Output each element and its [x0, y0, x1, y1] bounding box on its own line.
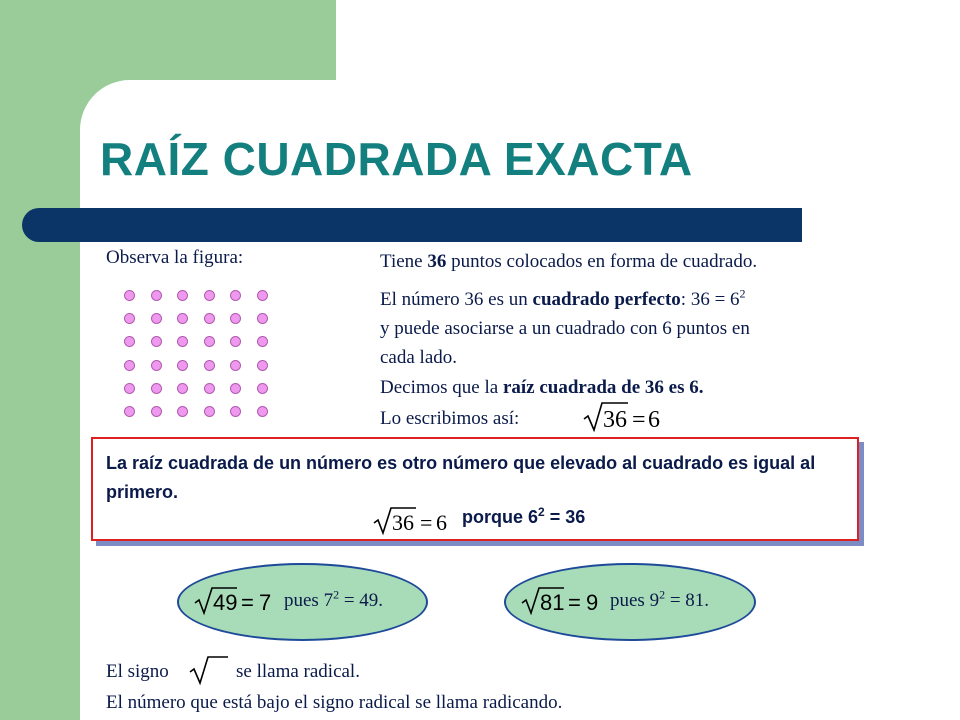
formula-radicand: 36 [603, 407, 627, 433]
paragraph-perfect-square: El número 36 es un cuadrado perfecto: $36 = 6^2$ [380, 286, 746, 310]
definition-text: La raíz cuadrada de un número es otro número que elevado al cuadrado es igual al primero. [106, 453, 816, 502]
grid-dot [124, 290, 135, 301]
grid-dot [177, 360, 188, 371]
definition-formula-sqrt-36 [372, 505, 454, 537]
grid-dot [177, 406, 188, 417]
definition-result: 6 [436, 510, 447, 535]
formula-sqrt-36 [582, 400, 664, 434]
definition-porque: porque $6^2 = 36$ [462, 505, 586, 527]
grid-dot [177, 336, 188, 347]
grid-dot [177, 383, 188, 394]
grid-dot [204, 290, 215, 301]
grid-dot [124, 383, 135, 394]
grid-dot [230, 290, 241, 301]
grid-dot [204, 406, 215, 417]
grid-dot [151, 383, 162, 394]
grid-dot [177, 290, 188, 301]
grid-dot [204, 336, 215, 347]
formula-result: 6 [648, 407, 660, 433]
grid-dot [124, 336, 135, 347]
grid-dot [151, 313, 162, 324]
grid-dot [257, 313, 268, 324]
example-formula-sqrt-81 [520, 585, 606, 617]
example-81-radicand: 81 [540, 590, 565, 615]
formula-equals: = [632, 407, 646, 433]
definition-equals: = [420, 510, 433, 535]
example-81-equals: = [568, 590, 581, 615]
paragraph-square-root-of-36: Decimos que la raíz cuadrada de 36 es 6. [380, 377, 704, 398]
example-49-result: 7 [259, 590, 272, 615]
footer-radicando-text: El número que está bajo el signo radical se llama radicando. [106, 692, 563, 713]
dot-grid-figure [124, 290, 274, 420]
footer-signo-label: El signo [106, 661, 169, 682]
paragraph-associate: y puede asociarse a un cuadrado con 6 puntos en [380, 318, 750, 339]
grid-dot [124, 406, 135, 417]
example-49-radicand: 49 [213, 590, 238, 615]
paragraph-36-points: Tiene 36 puntos colocados en forma de cuadrado. [380, 251, 758, 272]
example-formula-sqrt-49 [193, 585, 279, 617]
paragraph-we-write: Lo escribimos así: [380, 408, 520, 429]
example-81-text: pues $9^2 = 81$. [610, 587, 710, 611]
grid-dot [230, 383, 241, 394]
title-underline-bar [22, 208, 802, 242]
grid-dot [124, 313, 135, 324]
slide-title: RAÍZ CUADRADA EXACTA [100, 133, 693, 185]
grid-dot [257, 406, 268, 417]
example-81-result: 9 [586, 590, 599, 615]
grid-dot [230, 336, 241, 347]
grid-dot [257, 336, 268, 347]
radical-sign-icon [188, 654, 232, 686]
definition-radicand: 36 [392, 510, 414, 535]
grid-dot [230, 360, 241, 371]
grid-dot [257, 383, 268, 394]
grid-dot [151, 360, 162, 371]
grid-dot [204, 360, 215, 371]
grid-dot [204, 313, 215, 324]
grid-dot [177, 313, 188, 324]
observe-label: Observa la figura: [106, 247, 244, 268]
paragraph-each-side: cada lado. [380, 347, 458, 368]
grid-dot [204, 383, 215, 394]
grid-dot [124, 360, 135, 371]
example-49-text: pues $7^2 = 49$. [284, 587, 384, 611]
grid-dot [257, 290, 268, 301]
grid-dot [151, 290, 162, 301]
footer-radical-text: se llama radical. [236, 661, 360, 682]
grid-dot [230, 406, 241, 417]
grid-dot [230, 313, 241, 324]
grid-dot [151, 406, 162, 417]
grid-dot [151, 336, 162, 347]
example-49-equals: = [241, 590, 254, 615]
grid-dot [257, 360, 268, 371]
